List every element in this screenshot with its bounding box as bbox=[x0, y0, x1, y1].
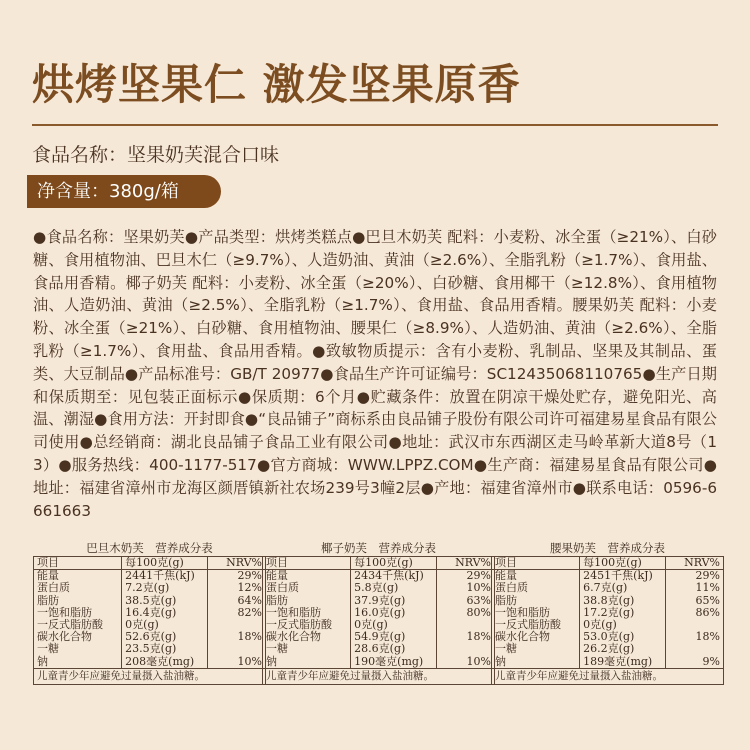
nutrient-amount: 2451千焦(kJ) bbox=[580, 570, 666, 583]
nutrient-nrv: 12% bbox=[237, 581, 262, 595]
header-cell: NRV% bbox=[436, 557, 494, 570]
nutrition-title: 巴旦木奶芙 营养成分表 bbox=[86, 541, 213, 555]
nutrient-nrv: 10% bbox=[237, 654, 262, 668]
nutrient-name: 碳水化合物 bbox=[495, 630, 550, 644]
table-footer-row bbox=[34, 668, 266, 684]
nutrient-name: 钠 bbox=[495, 654, 506, 668]
nutrient-name: 能量 bbox=[266, 569, 288, 583]
nutrient-amount: 52.6克(g) bbox=[122, 631, 208, 643]
nutrient-amount: 189毫克(mg) bbox=[580, 656, 666, 669]
nutrient-name: 一饱和脂肪 bbox=[266, 605, 321, 619]
nutrient-amount: 2434千焦(kJ) bbox=[351, 570, 437, 583]
table-row bbox=[34, 656, 266, 669]
nutrient-nrv: 29% bbox=[466, 569, 491, 583]
nutrient-amount: 0克(g) bbox=[351, 619, 437, 631]
nutrient-nrv: 80% bbox=[466, 605, 491, 619]
nutrient-nrv: 11% bbox=[695, 581, 720, 595]
nutrient-nrv: 29% bbox=[695, 569, 720, 583]
nutrient-name: 碳水化合物 bbox=[37, 630, 92, 644]
table-row bbox=[34, 595, 266, 607]
nutrient-name: 一饱和脂肪 bbox=[37, 605, 92, 619]
table-row bbox=[34, 582, 266, 594]
nutrient-name: 一反式脂肪酸 bbox=[266, 618, 332, 632]
nutrient-nrv: 82% bbox=[237, 605, 262, 619]
nutrient-amount: 0克(g) bbox=[580, 619, 666, 631]
nutrient-nrv: 86% bbox=[695, 605, 720, 619]
header-cell: 每100克(g) bbox=[122, 557, 208, 570]
nutrition-title: 腰果奶芙 营养成分表 bbox=[550, 541, 665, 555]
nutrition-table bbox=[33, 556, 266, 685]
nutrient-nrv: 18% bbox=[237, 630, 262, 644]
nutrient-name: 一饱和脂肪 bbox=[495, 605, 550, 619]
nutrient-amount: 54.9克(g) bbox=[351, 631, 437, 643]
nutrient-amount: 17.2克(g) bbox=[580, 607, 666, 619]
nutrient-name: 能量 bbox=[495, 569, 517, 583]
nutrient-amount: 16.0克(g) bbox=[351, 607, 437, 619]
table-footer-row bbox=[492, 668, 724, 684]
table-row bbox=[34, 643, 266, 655]
nutrient-name: 脂肪 bbox=[495, 593, 517, 607]
table-header-row bbox=[263, 557, 495, 570]
nutrient-name: 一反式脂肪酸 bbox=[495, 618, 561, 632]
nutrient-amount: 38.8克(g) bbox=[580, 595, 666, 607]
nutrient-name: 一糖 bbox=[266, 642, 288, 656]
nutrition-panel-almond bbox=[33, 540, 266, 685]
nutrient-nrv: 64% bbox=[237, 593, 262, 607]
nutrient-nrv bbox=[436, 643, 494, 655]
table-row bbox=[263, 582, 495, 594]
nutrient-name: 脂肪 bbox=[37, 593, 59, 607]
header-cell: 每100克(g) bbox=[351, 557, 437, 570]
nutrient-nrv: 18% bbox=[695, 630, 720, 644]
table-row bbox=[492, 582, 724, 594]
nutrient-nrv: 63% bbox=[466, 593, 491, 607]
nutrient-amount: 38.5克(g) bbox=[122, 595, 208, 607]
nutrient-amount: 6.7克(g) bbox=[580, 582, 666, 594]
nutrition-table bbox=[262, 556, 495, 685]
table-header-row bbox=[492, 557, 724, 570]
nutrient-name: 碳水化合物 bbox=[266, 630, 321, 644]
product-info-text: ●食品名称：坚果奶芙●产品类型：烘烤类糕点●巴旦木奶芙 配料：小麦粉、冰全蛋（≥21%）、白砂糖、食用植物油、巴旦木仁（≥9.7%）、人造奶油、黄油（≥2.6%）、全脂乳粉（≥1.7%）、食用盐、食品用香精。椰子奶芙 配料：小麦粉、冰全蛋（≥20%）、白砂糖、食用椰干（≥12.8%）、食用植物油、人造奶油、黄油（≥2.5%）、全脂乳粉（≥1.7%）、食用盐、食品用香精。腰果奶芙 配料：小麦粉、冰全蛋（≥21%）、白砂糖、食用植物油、腰果仁（≥8.9%）、人造奶油、黄油（≥2.6%）、全脂乳粉（≥1.7%）、食用盐、食品用香精。●致敏物质提示：含有小麦粉、乳制品、坚果及其制品、蛋类、大豆制品●产品标准号：GB/T 20977●食品生产许可证编号：SC12435068110765●生产日期和保质期至：见包装正面标示●保质期：6个月●贮藏条件：放置在阴凉干燥处贮存，避免阳光、高温、潮湿●食用方法：开封即食●“良品铺子”商标系由良品铺子股份有限公司许可福建易星食品有限公司使用●总经销商：湖北良品铺子食品工业有限公司●地址：武汉市东西湖区走马岭革新大道8号（13）●服务热线：400-1177-517●官方商城：WWW.LPPZ.COM●生产商：福建易星食品有限公司●地址：福建省漳州市龙海区颜厝镇新社农场239号3幢2层●产地：福建省漳州市●联系电话：0596-6661663 bbox=[33, 228, 717, 520]
nutrient-name: 能量 bbox=[37, 569, 59, 583]
nutrient-nrv bbox=[207, 643, 265, 655]
table-row bbox=[263, 656, 495, 669]
nutrition-title: 椰子奶芙 营养成分表 bbox=[321, 541, 436, 555]
table-row bbox=[492, 595, 724, 607]
table-header-row bbox=[34, 557, 266, 570]
nutrient-amount: 37.9克(g) bbox=[351, 595, 437, 607]
nutrient-amount: 7.2克(g) bbox=[122, 582, 208, 594]
nutrient-nrv: 65% bbox=[695, 593, 720, 607]
table-row bbox=[492, 643, 724, 655]
nutrition-panel-coconut bbox=[262, 540, 495, 685]
header-cell: 项目 bbox=[263, 557, 351, 570]
nutrition-footnote: 儿童青少年应避免过量摄入盐油糖。 bbox=[492, 668, 724, 684]
nutrient-nrv bbox=[665, 643, 723, 655]
title-divider bbox=[32, 124, 718, 126]
nutrient-nrv: 10% bbox=[466, 581, 491, 595]
nutrient-name: 一糖 bbox=[495, 642, 517, 656]
header-cell: 项目 bbox=[492, 557, 580, 570]
nutrient-name: 一反式脂肪酸 bbox=[37, 618, 103, 632]
nutrition-panel-cashew bbox=[491, 540, 724, 685]
table-row bbox=[263, 643, 495, 655]
nutrient-name: 钠 bbox=[266, 654, 277, 668]
nutrition-footnote: 儿童青少年应避免过量摄入盐油糖。 bbox=[263, 668, 495, 684]
nutrient-amount: 53.0克(g) bbox=[580, 631, 666, 643]
header-cell: NRV% bbox=[665, 557, 723, 570]
table-row bbox=[263, 595, 495, 607]
nutrient-amount: 28.6克(g) bbox=[351, 643, 437, 655]
nutrient-amount: 2441千焦(kJ) bbox=[122, 570, 208, 583]
nutrient-nrv: 9% bbox=[702, 654, 720, 668]
nutrition-footnote: 儿童青少年应避免过量摄入盐油糖。 bbox=[34, 668, 266, 684]
nutrient-amount: 23.5克(g) bbox=[122, 643, 208, 655]
nutrition-table bbox=[491, 556, 724, 685]
nutrient-amount: 208毫克(mg) bbox=[122, 656, 208, 669]
table-footer-row bbox=[263, 668, 495, 684]
nutrient-name: 脂肪 bbox=[266, 593, 288, 607]
nutrient-amount: 190毫克(mg) bbox=[351, 656, 437, 669]
nutrient-name: 钠 bbox=[37, 654, 48, 668]
nutrient-nrv: 18% bbox=[466, 630, 491, 644]
header-cell: 项目 bbox=[34, 557, 122, 570]
net-content-badge: 净含量：380g/箱 bbox=[27, 175, 221, 208]
table-row bbox=[492, 656, 724, 669]
header-cell: NRV% bbox=[207, 557, 265, 570]
nutrient-name: 蛋白质 bbox=[495, 581, 528, 595]
nutrient-amount: 5.8克(g) bbox=[351, 582, 437, 594]
product-name: 食品名称：坚果奶芙混合口味 bbox=[32, 144, 280, 166]
nutrient-name: 蛋白质 bbox=[266, 581, 299, 595]
headline: 烘烤坚果仁 激发坚果原香 bbox=[32, 60, 521, 109]
nutrient-nrv: 10% bbox=[466, 654, 491, 668]
header-cell: 每100克(g) bbox=[580, 557, 666, 570]
nutrient-amount: 26.2克(g) bbox=[580, 643, 666, 655]
nutrient-amount: 16.4克(g) bbox=[122, 607, 208, 619]
nutrient-amount: 0克(g) bbox=[122, 619, 208, 631]
nutrient-nrv: 29% bbox=[237, 569, 262, 583]
nutrient-name: 一糖 bbox=[37, 642, 59, 656]
nutrient-name: 蛋白质 bbox=[37, 581, 70, 595]
